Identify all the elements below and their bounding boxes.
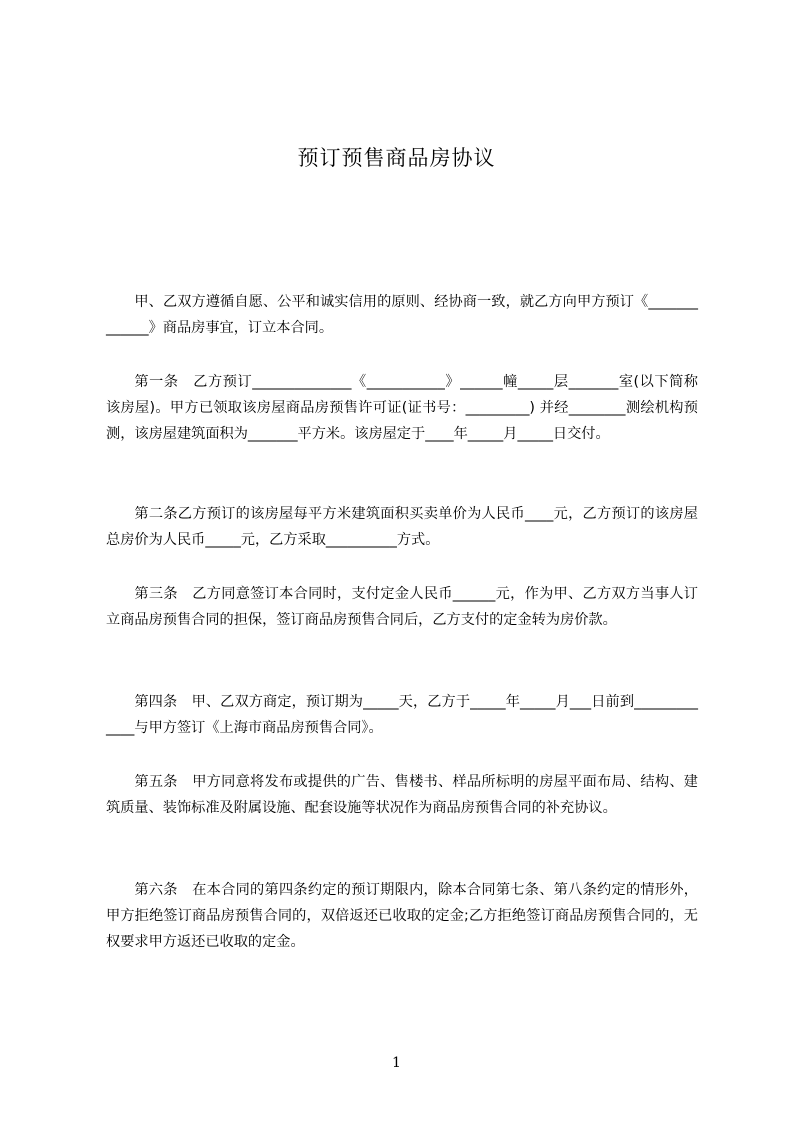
document-title: 预订预售商品房协议 [297, 146, 496, 170]
article-1-paragraph: 第一条 乙方预订______________《___________》______幢_____层_______室(以下简称该房屋)。甲方已领取该房屋商品房预售许可证(证书号：_________) 并经________测绘机构预测，该房屋建筑面积为_______平方米。该房屋定于____年_____月_____日交付。 [106, 374, 698, 442]
intro-paragraph: 甲、乙双方遵循自愿、公平和诚实信用的原则、经协商一致，就乙方向甲方预订《_____________》商品房事宜，订立本合同。 [106, 294, 698, 336]
article-3-paragraph: 第三条 乙方同意签订本合同时，支付定金人民币______元，作为甲、乙方双方当事人订立商品房预售合同的担保，签订商品房预售合同后，乙方支付的定金转为房价款。 [106, 586, 698, 628]
article-4-paragraph: 第四条 甲、乙双方商定，预订期为_____天，乙方于_____年_____月___日前到_____________与甲方签订《上海市商品房预售合同》。 [106, 694, 698, 736]
article-2-paragraph: 第二条乙方预订的该房屋每平方米建筑面积买卖单价为人民币____元，乙方预订的该房屋总房价为人民币_____元，乙方采取__________方式。 [106, 506, 698, 548]
article-5-paragraph: 第五条 甲方同意将发布或提供的广告、售楼书、样品所标明的房屋平面布局、结构、建筑质量、装饰标准及附属设施、配套设施等状况作为商品房预售合同的补充协议。 [106, 774, 698, 816]
article-6-paragraph: 第六条 在本合同的第四条约定的预订期限内，除本合同第七条、第八条约定的情形外，甲方拒绝签订商品房预售合同的，双倍返还已收取的定金;乙方拒绝签订商品房预售合同的，无权要求甲方返还已收取的定金。 [106, 882, 698, 950]
page-number: 1 [392, 1055, 401, 1071]
